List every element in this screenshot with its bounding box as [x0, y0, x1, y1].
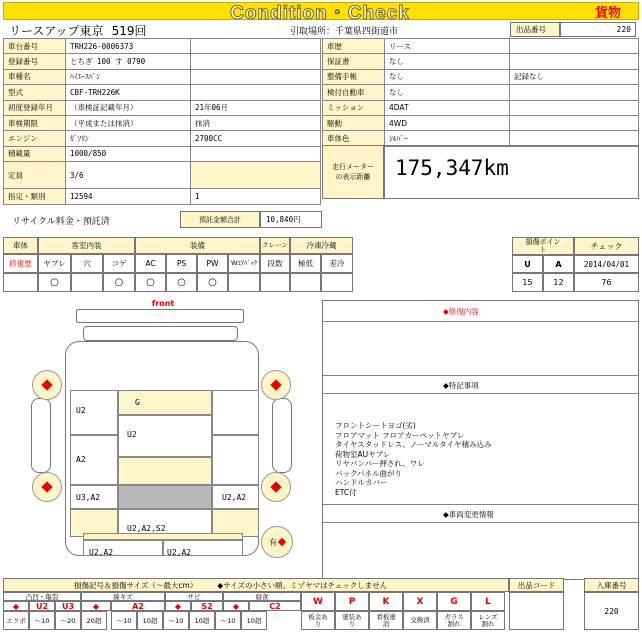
spec-row: [4, 131, 321, 146]
legend-group: 凸凹・亀裂: [3, 592, 81, 601]
legend-group: 線キズ: [81, 592, 165, 601]
spec-extra: [191, 54, 321, 69]
eq-head-equip: 装備: [135, 237, 260, 254]
legend-group: 腐食: [223, 592, 301, 601]
deposit-value: 10,840円: [260, 211, 322, 228]
spec-row: [4, 69, 321, 84]
auction-house: リースアップ東京: [9, 23, 104, 38]
spec-row: [4, 189, 321, 204]
detail-note: [510, 85, 639, 100]
spec-value: （車検証記載年月）: [66, 100, 191, 115]
panel-right-front: [212, 390, 259, 435]
detail-label: 保証書: [323, 54, 385, 69]
eq-mark: ○: [166, 273, 197, 292]
spec-value: TRH226-0006373: [66, 39, 191, 54]
spec-value: （平成または抹消）: [66, 115, 191, 130]
spec-label: 定員: [4, 162, 66, 189]
detail-note: [510, 131, 639, 146]
eq-mark: [290, 273, 321, 292]
eq-head-crane: クレーン: [260, 237, 290, 254]
wheel-rear-left: [32, 472, 62, 502]
spec-row: [4, 39, 321, 54]
recycle-status: リサイクル料金・預託済: [12, 216, 110, 227]
spec-value: CBF-TRH226K: [66, 85, 191, 100]
eq-sub-head: AC: [135, 254, 166, 273]
eq-mark: [71, 273, 103, 292]
legend-size: ～10: [163, 611, 189, 630]
special-note-line: バックパネル曲がり: [335, 468, 403, 478]
legend-size: ～10: [215, 611, 241, 630]
spec-extra: [191, 85, 321, 100]
entry-label: 入庫番号: [584, 578, 639, 592]
legend-size: エクボ: [3, 611, 29, 630]
pickup-label: 引取場所：: [290, 26, 336, 37]
eq-sub-head: 穴: [71, 254, 103, 273]
divider: [323, 504, 638, 505]
lot-value: 220: [560, 22, 636, 37]
spec-row: [4, 54, 321, 69]
wheel-rear-right: [261, 472, 291, 502]
detail-value: なし: [385, 54, 510, 69]
panel-right-mid: [212, 435, 259, 485]
entry-value: 220: [584, 592, 639, 630]
spec-value: 3/6: [66, 162, 191, 189]
notes-panel: [322, 300, 639, 580]
spec-row: [4, 146, 321, 161]
spec-label: 登録番号: [4, 54, 66, 69]
eq-mark: [3, 273, 38, 292]
spec-label: 車種名: [4, 69, 66, 84]
spec-row: [4, 115, 321, 130]
damage-label: U2: [127, 430, 137, 439]
legend-code: C2: [249, 601, 301, 611]
legend-note: ◆サイズの小さい順。ミゾヤマはチェックしません: [217, 580, 388, 590]
special-note-line: ETC付: [335, 487, 357, 497]
detail-label: 検付自動車: [323, 85, 385, 100]
special-note-line: 荷物室AUヤブレ: [335, 449, 391, 459]
detail-note: [510, 39, 639, 54]
special-note-line: フロアマット フロアカーペットヤブレ: [335, 430, 465, 440]
mileage-label: [322, 145, 384, 199]
special-note-line: タイヤスタッドレス、ノーマルタイヤ積み込み: [335, 440, 492, 449]
legend-size: ～10: [111, 611, 137, 630]
eq-mark: [260, 273, 290, 292]
damage-diagram: [3, 298, 320, 580]
check-value: 76: [574, 273, 639, 292]
damage-label: A2: [76, 455, 86, 464]
diamond-icon: [278, 538, 286, 546]
mileage-value: 175,347km: [384, 145, 639, 199]
mileage-label-2: の表示距離: [335, 173, 371, 181]
spec-extra: 1: [191, 189, 321, 204]
wheel-front-left: [32, 370, 62, 400]
legend-size: 10超: [241, 611, 267, 630]
panel-roof-mid: [118, 457, 212, 485]
detail-value: ｼﾙﾊﾞｰ: [385, 131, 510, 146]
right-side-outline: [272, 398, 292, 473]
legend-letter-desc: 塗装あり: [335, 611, 369, 630]
legend-code: U2: [29, 601, 55, 611]
divider: [323, 522, 638, 523]
legend-code: ◆: [3, 601, 29, 611]
eq-head-body: 車体: [3, 237, 38, 254]
spec-value: ﾊｲｴｰｽﾊﾞﾝ: [66, 69, 191, 84]
legend-letter: K: [369, 592, 403, 611]
eq-mark: ○: [135, 273, 166, 292]
legend-size: 10超: [189, 611, 215, 630]
detail-note: 記録なし: [510, 69, 639, 84]
detail-note: [510, 100, 639, 115]
eq-sub-head: 修復歴: [3, 254, 38, 273]
detail-row: [323, 54, 639, 69]
legend-size: ～20: [55, 611, 81, 630]
pickup-value: 千葉県四街道市: [335, 26, 399, 37]
lot-label: 出品番号: [510, 22, 560, 37]
eq-sub-head: ヤブレ: [38, 254, 71, 273]
eq-sub-head: Wｴｱﾊﾞｯｸ: [228, 254, 260, 273]
special-title: ◆特記事項: [443, 381, 479, 390]
score-grid: [512, 237, 639, 292]
detail-label: 駆動: [323, 115, 385, 130]
eq-mark: [228, 273, 260, 292]
legend-letter-desc: 板金あり: [301, 611, 335, 630]
spec-label: 積載量: [4, 146, 66, 161]
eq-mark: [321, 273, 353, 292]
detail-value: 4WD: [385, 115, 510, 130]
detail-label: 車体色: [323, 131, 385, 146]
spec-extra: [191, 39, 321, 54]
legend-title: 損傷記号＆損傷サイズ（～最大cm）: [74, 580, 198, 590]
detail-value: リース: [385, 39, 510, 54]
rear-bumper-strip: [83, 533, 243, 540]
diamond-icon: [41, 481, 52, 492]
legend-letter: W: [301, 592, 335, 611]
spec-extra: 2700CC: [191, 131, 321, 146]
eq-sub-head: PS: [166, 254, 197, 273]
detail-row: [323, 69, 639, 84]
check-head: チェック: [574, 237, 639, 255]
spec-label: 型式: [4, 85, 66, 100]
detail-row: [323, 39, 639, 54]
eq-mark: ○: [103, 273, 135, 292]
special-note-line: リヤバンパー押され、ワレ: [335, 459, 425, 468]
spec-value: 12594: [66, 189, 191, 204]
auction-name: [4, 21, 234, 39]
front-bumper-top: [76, 309, 244, 323]
legend-code: ◆: [165, 601, 191, 611]
detail-value: なし: [385, 85, 510, 100]
legend-letter-desc: レンズ割れ: [471, 611, 505, 630]
detail-row: [323, 115, 639, 130]
divider: [323, 375, 638, 376]
divider: [323, 393, 638, 394]
vehicle-detail-table: [322, 38, 639, 147]
eq-sub-head: 段数: [260, 254, 290, 273]
front-label: front: [151, 298, 175, 308]
damage-label: U2,A2,S2: [127, 524, 166, 533]
front-bumper-band: [83, 326, 238, 341]
vehicle-category: 貨物: [594, 5, 621, 21]
check-date: 2014/04/01: [574, 255, 639, 273]
legend-grid: [3, 592, 509, 630]
damage-label: G: [135, 398, 140, 407]
legend-code: A2: [111, 601, 165, 611]
code-label: 出品コード: [509, 578, 564, 592]
spec-value: 1000/850: [66, 146, 191, 161]
detail-label: 車歴: [323, 39, 385, 54]
legend-header: [3, 578, 509, 592]
deposit-label: 預託金額合計: [180, 211, 260, 228]
legend-letter-desc: 看板塗消: [369, 611, 403, 630]
repair-title: ◆修復内容: [443, 307, 479, 316]
detail-label: ミッション: [323, 100, 385, 115]
special-note-line: フロントシートヨゴ(劣): [335, 421, 416, 430]
eq-sub-head: 極低: [290, 254, 321, 273]
left-side-outline: [31, 398, 51, 473]
panel-roof-rear: [118, 485, 212, 509]
score-a: A: [543, 255, 574, 273]
spec-value: ｶﾞｿﾘﾝ: [66, 131, 191, 146]
spec-label: 初度登録年月: [4, 100, 66, 115]
diamond-icon: [41, 379, 52, 390]
diamond-icon: [270, 379, 281, 390]
spare-tire: [261, 526, 293, 558]
detail-note: [510, 115, 639, 130]
spec-row: [4, 100, 321, 115]
legend-letter-desc: ガラス割れ: [437, 611, 471, 630]
eq-sub-head: 差冷: [321, 254, 353, 273]
legend-group: サビ: [165, 592, 223, 601]
damage-label: U2,A2: [222, 493, 247, 502]
spec-extra: [191, 69, 321, 84]
damage-label: U3,A2: [76, 493, 101, 502]
score-u: U: [512, 255, 543, 273]
detail-value: なし: [385, 69, 510, 84]
eq-head-content: 客室内装: [38, 237, 135, 254]
eq-head-cold: 冷凍冷蔵: [290, 237, 353, 254]
equipment-grid: [3, 237, 353, 292]
spec-label: 車台番号: [4, 39, 66, 54]
spare-badge: 有: [269, 537, 277, 547]
report-title: Condition・Check: [230, 2, 410, 24]
spec-extra: 21年06月: [191, 100, 321, 115]
panel-hood: [118, 390, 212, 415]
legend-size: 20超: [81, 611, 107, 630]
detail-row: [323, 100, 639, 115]
legend-letter: X: [403, 592, 437, 611]
special-note-line: ハンドルカバー: [335, 478, 388, 487]
eq-sub-head: PW: [197, 254, 228, 273]
divider: [323, 321, 638, 322]
detail-note: [510, 54, 639, 69]
spec-label: 指定・類別: [4, 189, 66, 204]
change-title: ◆車両変更情報: [443, 510, 494, 519]
eq-mark: ○: [197, 273, 228, 292]
detail-row: [323, 85, 639, 100]
spec-row: [4, 162, 321, 189]
damage-label: U2,A2: [167, 548, 192, 557]
legend-letter: P: [335, 592, 369, 611]
spec-value: とちぎ 100 す 0790: [66, 54, 191, 69]
spec-row: [4, 85, 321, 100]
score-a-value: 12: [543, 273, 574, 292]
damage-label: U2: [76, 406, 86, 415]
legend-code: ◆: [223, 601, 249, 611]
legend-code: U3: [55, 601, 81, 611]
spec-extra: [191, 162, 321, 189]
legend-size: 10超: [137, 611, 163, 630]
spec-extra: 抹消: [191, 115, 321, 130]
legend-size: ～10: [29, 611, 55, 630]
wheel-front-right: [261, 370, 291, 400]
score-u-value: 15: [512, 273, 543, 292]
eq-mark: ○: [38, 273, 71, 292]
auction-session: 519回: [111, 23, 147, 38]
vehicle-spec-table: [3, 38, 321, 205]
detail-row: [323, 131, 639, 146]
eq-sub-head: コゲ: [103, 254, 135, 273]
legend-code: S2: [191, 601, 223, 611]
legend-letter-desc: 交換済: [403, 611, 437, 630]
special-notes: [335, 421, 492, 497]
legend-letter: L: [471, 592, 505, 611]
spec-label: 車検期限: [4, 115, 66, 130]
pickup-location: [285, 22, 505, 38]
spec-label: エンジン: [4, 131, 66, 146]
legend-code: ◆: [81, 601, 111, 611]
legend-letter: G: [437, 592, 471, 611]
detail-label: 整備手帳: [323, 69, 385, 84]
mileage-label-1: 走行メーター: [332, 163, 374, 171]
spec-extra: [191, 146, 321, 161]
code-value: [509, 592, 564, 630]
damage-label: U2,A2: [89, 548, 114, 557]
points-head: 損傷ポイント: [512, 237, 574, 255]
detail-value: 4DAT: [385, 100, 510, 115]
diamond-icon: [270, 481, 281, 492]
